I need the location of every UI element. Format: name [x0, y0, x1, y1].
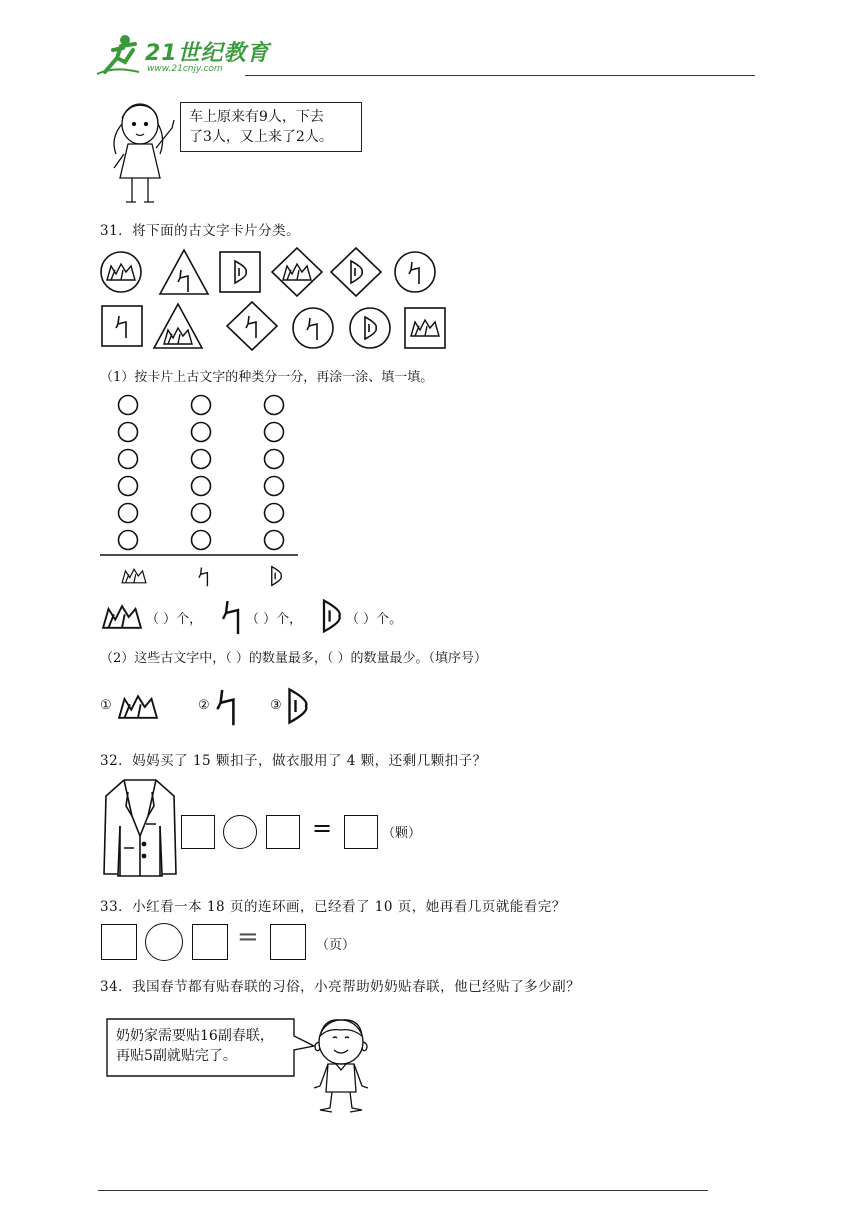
fill-blank-d[interactable]: （ ）个。 [346, 612, 403, 627]
card-diamond-m [272, 248, 322, 296]
header [95, 30, 755, 80]
logo-main-text: 21世纪教育 [145, 41, 270, 66]
girl-illustration [100, 98, 180, 208]
fill-glyph-d-icon [318, 596, 344, 636]
card-circle-m [101, 252, 141, 292]
coloring-column-3[interactable] [265, 396, 284, 550]
card-diamond-d [331, 248, 381, 296]
bubble-line-2: 了3人，又上来了2人。 [189, 129, 333, 145]
q32-title: 32．妈妈买了 15 颗扣子，做衣服用了 4 颗，还剩几颗扣子？ [100, 753, 487, 769]
option-2-label: ② [198, 698, 210, 713]
q32-answer-box-1[interactable] [181, 815, 215, 849]
card-square-k [102, 306, 142, 346]
q33-answer-box-1[interactable] [101, 924, 137, 960]
q32-unit: （颗） [382, 826, 422, 841]
boy-bubble-line-2: 再贴5副就贴完了。 [116, 1048, 237, 1064]
runner-logo-icon [95, 32, 145, 78]
card-square-m [405, 308, 445, 348]
option-1-glyph-icon [116, 690, 160, 724]
glyph-k-icon [199, 568, 208, 587]
coloring-chart [100, 390, 320, 590]
q33-operator-circle[interactable] [145, 923, 183, 961]
fill-blank-m[interactable]: （ ）个， [146, 612, 203, 627]
coloring-column-1[interactable] [119, 396, 138, 550]
card-triangle-m [154, 304, 202, 348]
q33-unit: （页） [316, 938, 356, 953]
option-3-label: ③ [270, 698, 282, 713]
header-rule [245, 75, 755, 76]
q32-equals: = [312, 814, 333, 842]
q33-equals: = [237, 922, 259, 952]
fill-blank-k[interactable]: （ ）个， [246, 612, 303, 627]
fill-glyph-k-icon [219, 596, 245, 636]
card-circle-d [350, 308, 390, 348]
q33-answer-box-3[interactable] [270, 924, 306, 960]
card-circle-k [395, 252, 435, 292]
q31-part2: （2）这些古文字中，（ ）的数量最多，（ ）的数量最少。（填序号） [100, 651, 488, 666]
jacket-icon [102, 776, 178, 880]
boy-illustration [306, 1016, 376, 1116]
coloring-column-2[interactable] [192, 396, 211, 550]
bubble-line-1: 车上原来有9人，下去 [189, 109, 324, 125]
card-diamond-k [227, 302, 277, 350]
q32-answer-box-3[interactable] [344, 815, 378, 849]
q32-operator-circle[interactable] [223, 815, 257, 849]
girl-speech-bubble [180, 102, 362, 152]
boy-bubble-line-1: 奶奶家需要贴16副春联， [116, 1028, 274, 1044]
q33-title: 33．小红看一本 18 页的连环画，已经看了 10 页，她再看几页就能看完？ [100, 899, 566, 915]
q32-answer-box-2[interactable] [266, 815, 300, 849]
card-triangle-k [160, 250, 208, 294]
footer-rule [98, 1190, 708, 1191]
card-row-2 [100, 302, 460, 362]
q33-answer-box-2[interactable] [192, 924, 228, 960]
boy-speech-bubble [116, 1026, 274, 1066]
q31-part1: （1）按卡片上古文字的种类分一分，再涂一涂、填一填。 [100, 370, 434, 385]
option-3-glyph-icon [284, 684, 310, 728]
card-square-d [220, 252, 260, 292]
option-1-label: ① [100, 698, 112, 713]
logo-url-text: www.21cnjy.com [147, 64, 223, 74]
q31-title: 31．将下面的古文字卡片分类。 [100, 223, 301, 239]
card-circle-k-2 [293, 308, 333, 348]
fill-glyph-m-icon [100, 600, 144, 634]
glyph-m-icon [122, 569, 146, 583]
glyph-d-icon [272, 567, 282, 586]
option-2-glyph-icon [214, 684, 240, 728]
q34-title: 34．我国春节都有贴春联的习俗，小亮帮助奶奶贴春联，他已经贴了多少副？ [100, 979, 581, 995]
